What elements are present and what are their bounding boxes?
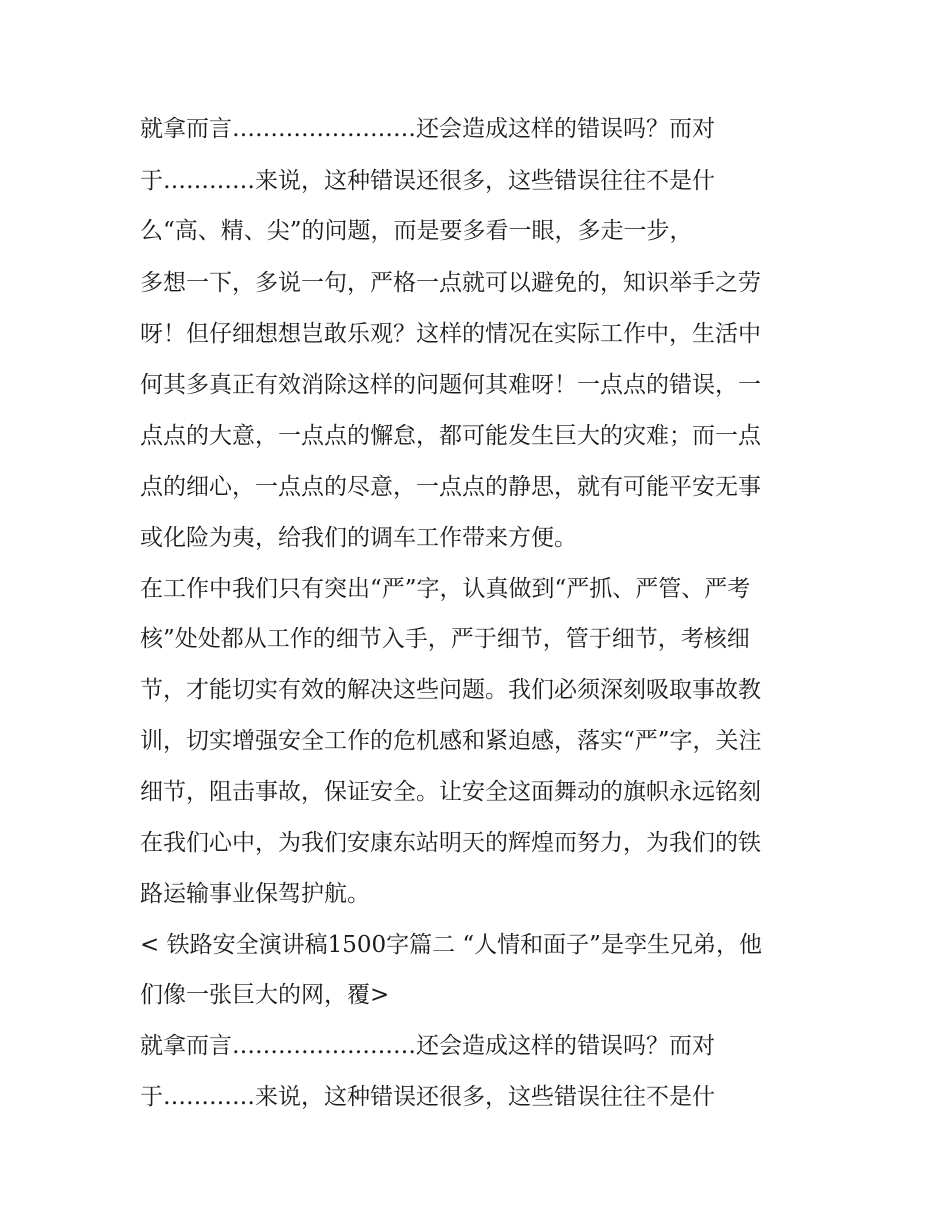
text-line: 就拿而言……………………还会造成这样的错误吗？而对 — [140, 116, 715, 142]
text-line: 于…………来说，这种错误还很多，这些错误往往不是什 — [140, 1084, 715, 1110]
text-line: 们像一张巨大的网，覆> — [140, 982, 390, 1008]
text-line: 点点的大意，一点点的懈怠，都可能发生巨大的灾难；而一点 — [140, 423, 761, 449]
text-line: < 铁路安全演讲稿1500字篇二 “人情和面子”是孪生兄弟，他 — [140, 932, 762, 958]
text-line: 就拿而言……………………还会造成这样的错误吗？而对 — [140, 1033, 715, 1059]
text-line: 呀！但仔细想想岂敢乐观？这样的情况在实际工作中，生活中 — [140, 321, 761, 347]
text-line: 在工作中我们只有突出“严”字，认真做到“严抓、严管、严考 — [140, 576, 751, 602]
text-line: 在我们心中，为我们安康东站明天的辉煌而努力，为我们的铁 — [140, 830, 761, 856]
text-line: 细节，阻击事故，保证安全。让安全这面舞动的旗帜永远铭刻 — [140, 779, 761, 805]
text-line: 核”处处都从工作的细节入手，严于细节，管于细节，考核细 — [140, 626, 750, 652]
text-line: 于…………来说，这种错误还很多，这些错误往往不是什 — [140, 168, 715, 194]
text-line: 么“高、精、尖”的问题，而是要多看一眼，多走一步， — [140, 218, 693, 244]
text-line: 多想一下，多说一句，严格一点就可以避免的，知识举手之劳 — [140, 270, 761, 296]
text-line: 点的细心，一点点的尽意，一点点的静思，就有可能平安无事 — [140, 474, 761, 500]
text-line: 节，才能切实有效的解决这些问题。我们必须深刻吸取事故教 — [140, 677, 761, 703]
text-line: 或化险为夷，给我们的调车工作带来方便。 — [140, 525, 577, 551]
text-line: 路运输事业保驾护航。 — [140, 881, 370, 907]
text-line: 何其多真正有效消除这样的问题何其难呀！一点点的错误，一 — [140, 372, 761, 398]
text-line: 训，切实增强安全工作的危机感和紧迫感，落实“严”字，关注 — [140, 728, 762, 754]
